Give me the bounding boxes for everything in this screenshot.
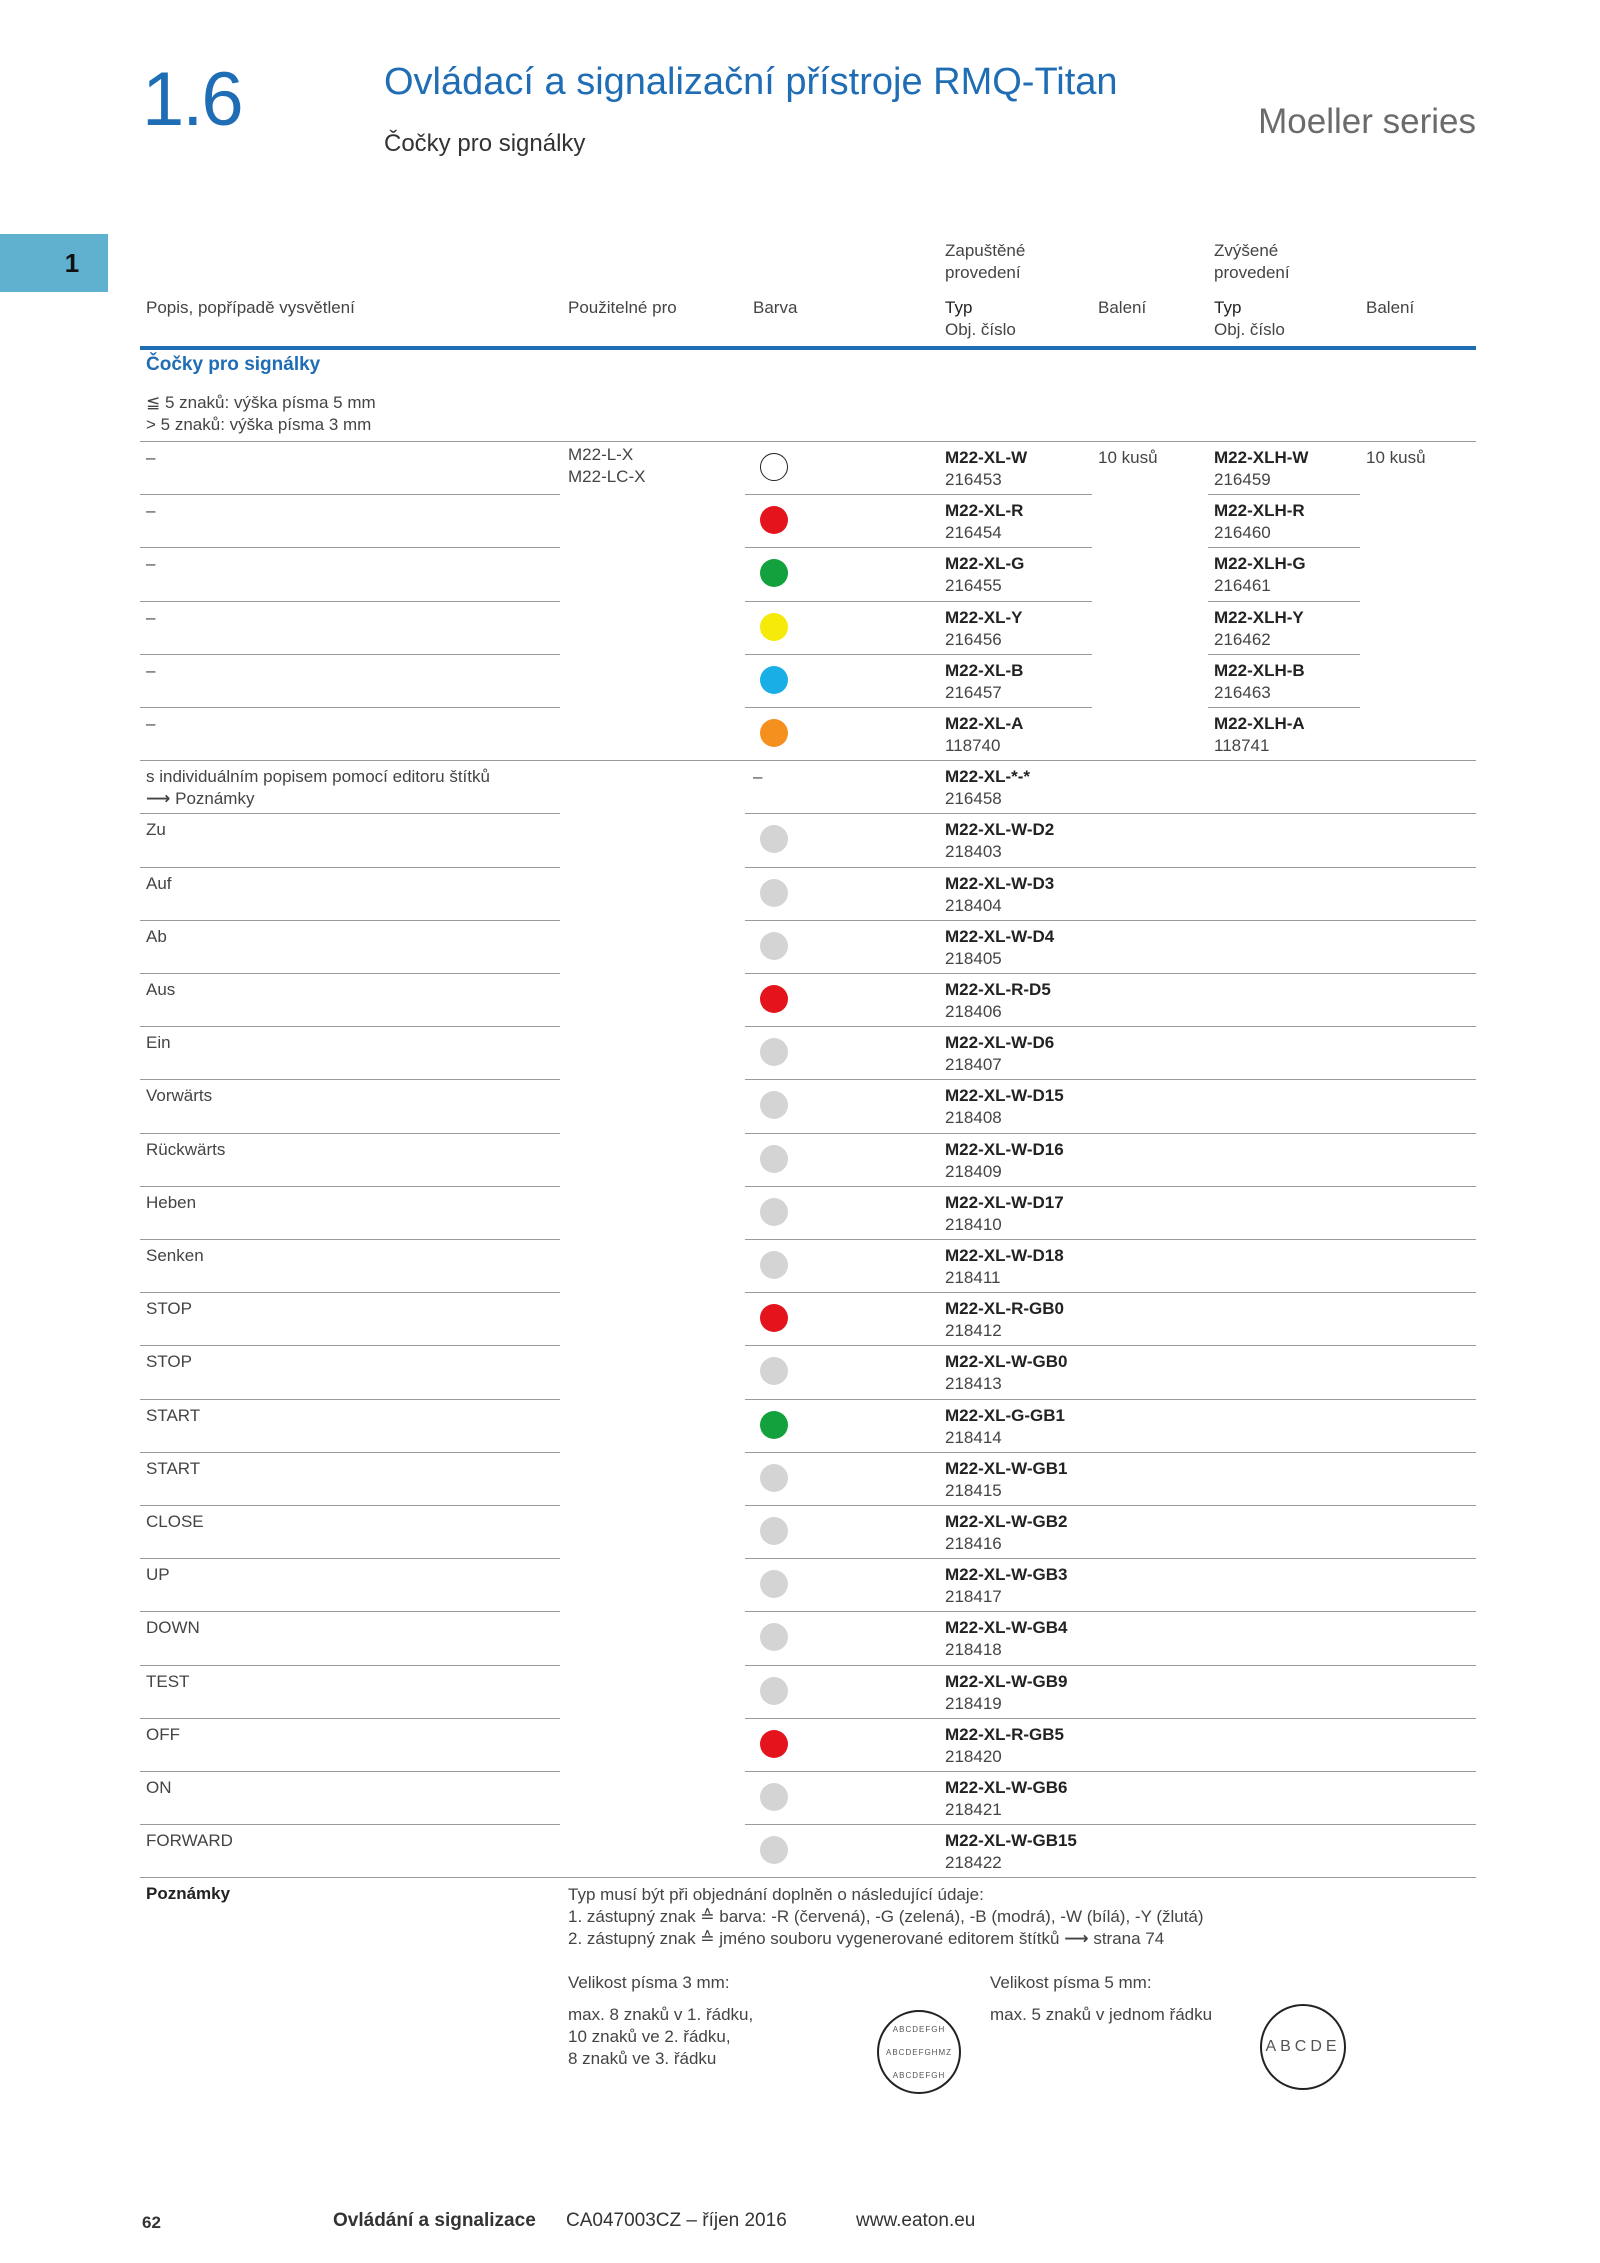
footer-doc-id: CA047003CZ – říjen 2016 bbox=[566, 2210, 787, 2231]
row-divider bbox=[140, 1505, 560, 1506]
col-raised-order: Obj. číslo bbox=[1214, 320, 1285, 339]
table-row bbox=[0, 1667, 1600, 1720]
flush-order-number: 218421 bbox=[945, 1800, 1002, 1819]
flush-order-number: 218404 bbox=[945, 896, 1002, 915]
row-divider bbox=[745, 867, 1476, 868]
demo3-line1: ABCDEFGH bbox=[892, 2024, 946, 2034]
row-divider bbox=[1208, 654, 1360, 655]
row-divider bbox=[1208, 707, 1360, 708]
table-row bbox=[0, 1773, 1600, 1826]
lens-color-swatch bbox=[760, 1357, 788, 1385]
row-description: – bbox=[146, 448, 156, 467]
flush-type: M22-XL-W-GB9 bbox=[945, 1672, 1068, 1691]
page-title: Ovládací a signalizační přístroje RMQ-Titan bbox=[384, 61, 1118, 103]
flush-type: M22-XL-R bbox=[945, 501, 1024, 520]
row-description: Senken bbox=[146, 1246, 204, 1265]
flush-type: M22-XL-W-D4 bbox=[945, 927, 1055, 946]
row-description: Vorwärts bbox=[146, 1086, 213, 1105]
lens-color-swatch bbox=[760, 1517, 788, 1545]
lens-color-swatch bbox=[760, 1570, 788, 1598]
table-row bbox=[0, 496, 1600, 549]
flush-order-number: 218410 bbox=[945, 1215, 1002, 1234]
raised-order-number: 216461 bbox=[1214, 576, 1271, 595]
raised-pack: 10 kusů bbox=[1366, 448, 1426, 467]
row-divider bbox=[745, 920, 1476, 921]
row-divider bbox=[140, 1345, 560, 1346]
flush-type: M22-XL-R-GB5 bbox=[945, 1725, 1065, 1744]
row-divider bbox=[745, 1345, 1476, 1346]
flush-order-number: 216456 bbox=[945, 630, 1002, 649]
row-divider bbox=[745, 601, 1092, 602]
table-row bbox=[0, 1241, 1600, 1294]
row-description: Rückwärts bbox=[146, 1140, 226, 1159]
row-divider bbox=[140, 1079, 560, 1080]
row-description: – bbox=[146, 661, 156, 680]
flush-order-number: 218403 bbox=[945, 842, 1002, 861]
raised-order-number: 216462 bbox=[1214, 630, 1271, 649]
row-divider bbox=[140, 494, 560, 495]
flush-order-number: 218412 bbox=[945, 1321, 1002, 1340]
flush-type: M22-XL-W-D2 bbox=[945, 820, 1055, 839]
lens-color-swatch bbox=[760, 1145, 788, 1173]
flush-order-number: 216453 bbox=[945, 470, 1002, 489]
row-divider bbox=[745, 1824, 1476, 1825]
table-row bbox=[0, 1347, 1600, 1400]
col-raised-type: Typ bbox=[1214, 298, 1242, 317]
lens-color-swatch bbox=[760, 1783, 788, 1811]
page-subtitle: Čočky pro signálky bbox=[384, 130, 586, 157]
row-divider bbox=[140, 1877, 1476, 1878]
flush-type: M22-XL-W-D16 bbox=[945, 1140, 1064, 1159]
lens-color-swatch bbox=[760, 825, 788, 853]
row-description: START bbox=[146, 1406, 201, 1425]
row-divider bbox=[140, 1452, 560, 1453]
lens-color-swatch bbox=[760, 1730, 788, 1758]
page-number: 62 bbox=[142, 2213, 161, 2232]
row-description: Ein bbox=[146, 1033, 171, 1052]
table-row bbox=[0, 1560, 1600, 1613]
col-usable-for: Použitelné pro bbox=[568, 298, 677, 317]
row-divider bbox=[745, 1079, 1476, 1080]
row-divider bbox=[140, 654, 560, 655]
notes-page-link[interactable]: strana 74 bbox=[1093, 1929, 1165, 1948]
lens-5mm-example bbox=[1260, 2004, 1346, 2090]
flush-order-number: 218405 bbox=[945, 949, 1002, 968]
section-heading: Čočky pro signálky bbox=[146, 354, 321, 375]
lens-color-swatch bbox=[760, 1411, 788, 1439]
raised-order-number: 216460 bbox=[1214, 523, 1271, 542]
font3-line1: max. 8 znaků v 1. řádku, bbox=[568, 2005, 754, 2024]
row-divider bbox=[140, 1133, 560, 1134]
section-note bbox=[146, 392, 376, 436]
row-divider bbox=[140, 920, 560, 921]
row-description: STOP bbox=[146, 1299, 192, 1318]
flush-type: M22-XL-W bbox=[945, 448, 1028, 467]
row-divider bbox=[140, 1558, 560, 1559]
row-description: – bbox=[146, 554, 156, 573]
row-description: START bbox=[146, 1459, 201, 1478]
flush-order-number: 218407 bbox=[945, 1055, 1002, 1074]
table-row bbox=[0, 1401, 1600, 1454]
table-row bbox=[0, 1826, 1600, 1879]
flush-type: M22-XL-B bbox=[945, 661, 1024, 680]
raised-type: M22-XLH-W bbox=[1214, 448, 1309, 467]
table-row bbox=[0, 762, 1600, 815]
flush-heading-line1: Zapuštěné bbox=[945, 241, 1026, 260]
col-flush-order: Obj. číslo bbox=[945, 320, 1016, 339]
row-divider bbox=[140, 547, 560, 548]
flush-type: M22-XL-W-GB2 bbox=[945, 1512, 1068, 1531]
row-divider bbox=[140, 1665, 560, 1666]
font3-line2: 10 znaků ve 2. řádku, bbox=[568, 2027, 731, 2046]
notes-line1: Typ musí být při objednání doplněn o následující údaje: bbox=[568, 1885, 984, 1904]
row-description: UP bbox=[146, 1565, 170, 1584]
font5-title: Velikost písma 5 mm: bbox=[990, 1973, 1152, 1992]
lens-color-swatch bbox=[760, 613, 788, 641]
lens-color-swatch bbox=[760, 932, 788, 960]
demo5-text: ABCDE bbox=[1265, 2038, 1341, 2055]
lens-color-swatch bbox=[760, 453, 788, 481]
row-description: OFF bbox=[146, 1725, 180, 1744]
row-description: CLOSE bbox=[146, 1512, 204, 1531]
table-row bbox=[0, 1081, 1600, 1134]
row-divider bbox=[140, 867, 560, 868]
row-description: STOP bbox=[146, 1352, 192, 1371]
flush-order-number: 216455 bbox=[945, 576, 1002, 595]
row-divider bbox=[140, 601, 560, 602]
notes-line3-text: 2. zástupný znak ≙ jméno souboru vygenerované editorem štítků bbox=[568, 1929, 1060, 1948]
row-divider bbox=[140, 1771, 560, 1772]
raised-heading-line2: provedení bbox=[1214, 263, 1290, 282]
row-divider bbox=[745, 1186, 1476, 1187]
row-divider bbox=[140, 760, 1476, 761]
table-row bbox=[0, 1454, 1600, 1507]
row-description: FORWARD bbox=[146, 1831, 233, 1850]
flush-order-number: 216457 bbox=[945, 683, 1002, 702]
row-divider bbox=[745, 1505, 1476, 1506]
flush-type: M22-XL-*-* bbox=[945, 767, 1031, 786]
flush-order-number: 216458 bbox=[945, 789, 1002, 808]
lens-color-swatch bbox=[760, 985, 788, 1013]
flush-order-number: 218415 bbox=[945, 1481, 1002, 1500]
raised-type: M22-XLH-Y bbox=[1214, 608, 1304, 627]
notes-label: Poznámky bbox=[146, 1884, 231, 1903]
flush-order-number: 118740 bbox=[945, 736, 1001, 755]
flush-order-number: 218408 bbox=[945, 1108, 1002, 1127]
footer-url[interactable]: www.eaton.eu bbox=[856, 2210, 976, 2231]
table-row bbox=[0, 1135, 1600, 1188]
flush-type: M22-XL-W-GB3 bbox=[945, 1565, 1068, 1584]
row-divider bbox=[1208, 547, 1360, 548]
table-row bbox=[0, 1028, 1600, 1081]
demo3-line2: ABCDEFGHMZ bbox=[886, 2047, 952, 2057]
row-divider bbox=[140, 973, 560, 974]
section-number: 1.6 bbox=[142, 57, 242, 142]
table-row bbox=[0, 656, 1600, 709]
table-row bbox=[0, 1720, 1600, 1773]
flush-type: M22-XL-W-D17 bbox=[945, 1193, 1064, 1212]
table-row bbox=[0, 1507, 1600, 1560]
table-row bbox=[0, 869, 1600, 922]
row-divider bbox=[745, 654, 1092, 655]
row-divider bbox=[140, 1611, 560, 1612]
section-note-line2: > 5 znaků: výška písma 3 mm bbox=[146, 415, 372, 434]
flush-type: M22-XL-W-D6 bbox=[945, 1033, 1055, 1052]
lens-color-swatch bbox=[760, 1091, 788, 1119]
row-divider bbox=[745, 973, 1476, 974]
flush-type: M22-XL-W-D15 bbox=[945, 1086, 1064, 1105]
row-divider bbox=[745, 547, 1092, 548]
row-divider bbox=[745, 1133, 1476, 1134]
table-row bbox=[0, 922, 1600, 975]
flush-order-number: 216454 bbox=[945, 523, 1002, 542]
table-row bbox=[0, 709, 1600, 762]
flush-order-number: 218409 bbox=[945, 1162, 1002, 1181]
raised-order-number: 216459 bbox=[1214, 470, 1271, 489]
lens-color-swatch bbox=[760, 1623, 788, 1651]
flush-type: M22-XL-G bbox=[945, 554, 1025, 573]
row-description: – bbox=[146, 608, 156, 627]
flush-type: M22-XL-Y bbox=[945, 608, 1023, 627]
lens-color-swatch bbox=[760, 879, 788, 907]
usable-for-line1: M22-L-X bbox=[568, 445, 634, 464]
raised-order-number: 118741 bbox=[1214, 736, 1270, 755]
flush-order-number: 218413 bbox=[945, 1374, 1002, 1393]
row-divider bbox=[745, 494, 1092, 495]
row-divider bbox=[140, 1292, 560, 1293]
flush-type: M22-XL-W-GB4 bbox=[945, 1618, 1068, 1637]
lens-color-swatch bbox=[760, 1464, 788, 1492]
row-color-text: – bbox=[753, 767, 763, 786]
flush-order-number: 218416 bbox=[945, 1534, 1002, 1553]
row-description: s individuálním popisem pomocí editoru štítků bbox=[146, 767, 490, 786]
row-divider bbox=[1208, 601, 1360, 602]
lens-color-swatch bbox=[760, 666, 788, 694]
table-row bbox=[0, 603, 1600, 656]
table-row bbox=[0, 549, 1600, 602]
row-divider bbox=[745, 1399, 1476, 1400]
flush-type: M22-XL-W-GB15 bbox=[945, 1831, 1077, 1850]
lens-3mm-example bbox=[877, 2010, 961, 2094]
flush-pack: 10 kusů bbox=[1098, 448, 1158, 467]
flush-type: M22-XL-A bbox=[945, 714, 1024, 733]
row-divider bbox=[745, 1665, 1476, 1666]
lens-color-swatch bbox=[760, 1836, 788, 1864]
font5-line1: max. 5 znaků v jednom řádku bbox=[990, 2005, 1213, 2024]
row-divider bbox=[745, 813, 1476, 814]
flush-order-number: 218420 bbox=[945, 1747, 1002, 1766]
raised-order-number: 216463 bbox=[1214, 683, 1271, 702]
lens-color-swatch bbox=[760, 1198, 788, 1226]
flush-type: M22-XL-R-GB0 bbox=[945, 1299, 1065, 1318]
table-row bbox=[0, 815, 1600, 868]
chapter-tab-label: 1 bbox=[64, 247, 80, 278]
lens-color-swatch bbox=[760, 1677, 788, 1705]
raised-type: M22-XLH-A bbox=[1214, 714, 1305, 733]
row-divider bbox=[745, 1771, 1476, 1772]
flush-type: M22-XL-W-GB1 bbox=[945, 1459, 1068, 1478]
raised-heading-line1: Zvýšené bbox=[1214, 241, 1279, 260]
lens-color-swatch bbox=[760, 506, 788, 534]
table-row bbox=[0, 975, 1600, 1028]
row-divider bbox=[140, 1026, 560, 1027]
row-description: Aus bbox=[146, 980, 176, 999]
section-note-line1: ≦ 5 znaků: výška písma 5 mm bbox=[146, 393, 376, 412]
row-divider bbox=[140, 1718, 560, 1719]
flush-type: M22-XL-W-GB6 bbox=[945, 1778, 1068, 1797]
series-label: Moeller series bbox=[1258, 102, 1476, 141]
lens-color-swatch bbox=[760, 559, 788, 587]
notes-line3 bbox=[568, 1928, 1164, 1950]
col-raised-pack: Balení bbox=[1366, 298, 1415, 317]
chapter-tab[interactable] bbox=[0, 234, 108, 292]
raised-type: M22-XLH-B bbox=[1214, 661, 1305, 680]
notes-link[interactable]: Poznámky bbox=[175, 789, 255, 808]
row-divider bbox=[745, 1558, 1476, 1559]
row-description: Zu bbox=[146, 820, 166, 839]
row-divider bbox=[140, 1824, 560, 1825]
arrow-right-icon: ⟶ bbox=[1064, 1929, 1089, 1948]
col-flush-pack: Balení bbox=[1098, 298, 1147, 317]
lens-color-swatch bbox=[760, 1038, 788, 1066]
row-description: DOWN bbox=[146, 1618, 200, 1637]
row-description: – bbox=[146, 714, 156, 733]
lens-color-swatch bbox=[760, 1304, 788, 1332]
arrow-right-icon: ⟶ bbox=[146, 789, 171, 808]
font3-line3: 8 znaků ve 3. řádku bbox=[568, 2049, 717, 2068]
row-divider bbox=[140, 1186, 560, 1187]
row-description: ON bbox=[146, 1778, 172, 1797]
header-rule bbox=[140, 346, 1476, 350]
table-row bbox=[0, 1613, 1600, 1666]
row-divider bbox=[140, 441, 1476, 442]
col-color: Barva bbox=[753, 298, 798, 317]
col-flush-type: Typ bbox=[945, 298, 973, 317]
row-divider bbox=[745, 1611, 1476, 1612]
row-divider bbox=[745, 1452, 1476, 1453]
flush-type: M22-XL-W-D3 bbox=[945, 874, 1055, 893]
row-description-note bbox=[146, 788, 254, 810]
row-divider bbox=[745, 1239, 1476, 1240]
flush-type: M22-XL-G-GB1 bbox=[945, 1406, 1065, 1425]
row-divider bbox=[1208, 494, 1360, 495]
table-row bbox=[0, 1294, 1600, 1347]
flush-order-number: 218406 bbox=[945, 1002, 1002, 1021]
flush-type: M22-XL-R-D5 bbox=[945, 980, 1051, 999]
row-description: – bbox=[146, 501, 156, 520]
flush-type: M22-XL-W-D18 bbox=[945, 1246, 1064, 1265]
row-divider bbox=[140, 707, 560, 708]
raised-type: M22-XLH-G bbox=[1214, 554, 1306, 573]
demo3-line3: ABCDEFGH bbox=[892, 2070, 946, 2080]
table-row bbox=[0, 1188, 1600, 1241]
font3-title: Velikost písma 3 mm: bbox=[568, 1973, 730, 1992]
flush-heading-line2: provedení bbox=[945, 263, 1021, 282]
row-description: Heben bbox=[146, 1193, 197, 1212]
row-divider bbox=[745, 1292, 1476, 1293]
row-divider bbox=[140, 1399, 560, 1400]
row-divider bbox=[140, 813, 560, 814]
flush-order-number: 218418 bbox=[945, 1640, 1002, 1659]
raised-type: M22-XLH-R bbox=[1214, 501, 1305, 520]
row-divider bbox=[140, 1239, 560, 1240]
row-divider bbox=[745, 707, 1092, 708]
row-divider bbox=[745, 1718, 1476, 1719]
table-row bbox=[0, 443, 1600, 496]
notes-line2: 1. zástupný znak ≙ barva: -R (červená), -G (zelená), -B (modrá), -W (bílá), -Y (žlutá) bbox=[568, 1907, 1204, 1926]
usable-for-line2: M22-LC-X bbox=[568, 467, 646, 486]
col-description: Popis, popřípadě vysvětlení bbox=[146, 298, 355, 317]
flush-order-number: 218417 bbox=[945, 1587, 1002, 1606]
row-description: Auf bbox=[146, 874, 172, 893]
flush-type: M22-XL-W-GB0 bbox=[945, 1352, 1068, 1371]
lens-color-swatch bbox=[760, 719, 788, 747]
flush-order-number: 218411 bbox=[945, 1268, 1001, 1287]
flush-order-number: 218414 bbox=[945, 1428, 1002, 1447]
row-divider bbox=[745, 1026, 1476, 1027]
footer-chapter: Ovládání a signalizace bbox=[333, 2210, 536, 2231]
lens-color-swatch bbox=[760, 1251, 788, 1279]
row-description: TEST bbox=[146, 1672, 190, 1691]
row-description: Ab bbox=[146, 927, 167, 946]
flush-order-number: 218422 bbox=[945, 1853, 1002, 1872]
flush-order-number: 218419 bbox=[945, 1694, 1002, 1713]
